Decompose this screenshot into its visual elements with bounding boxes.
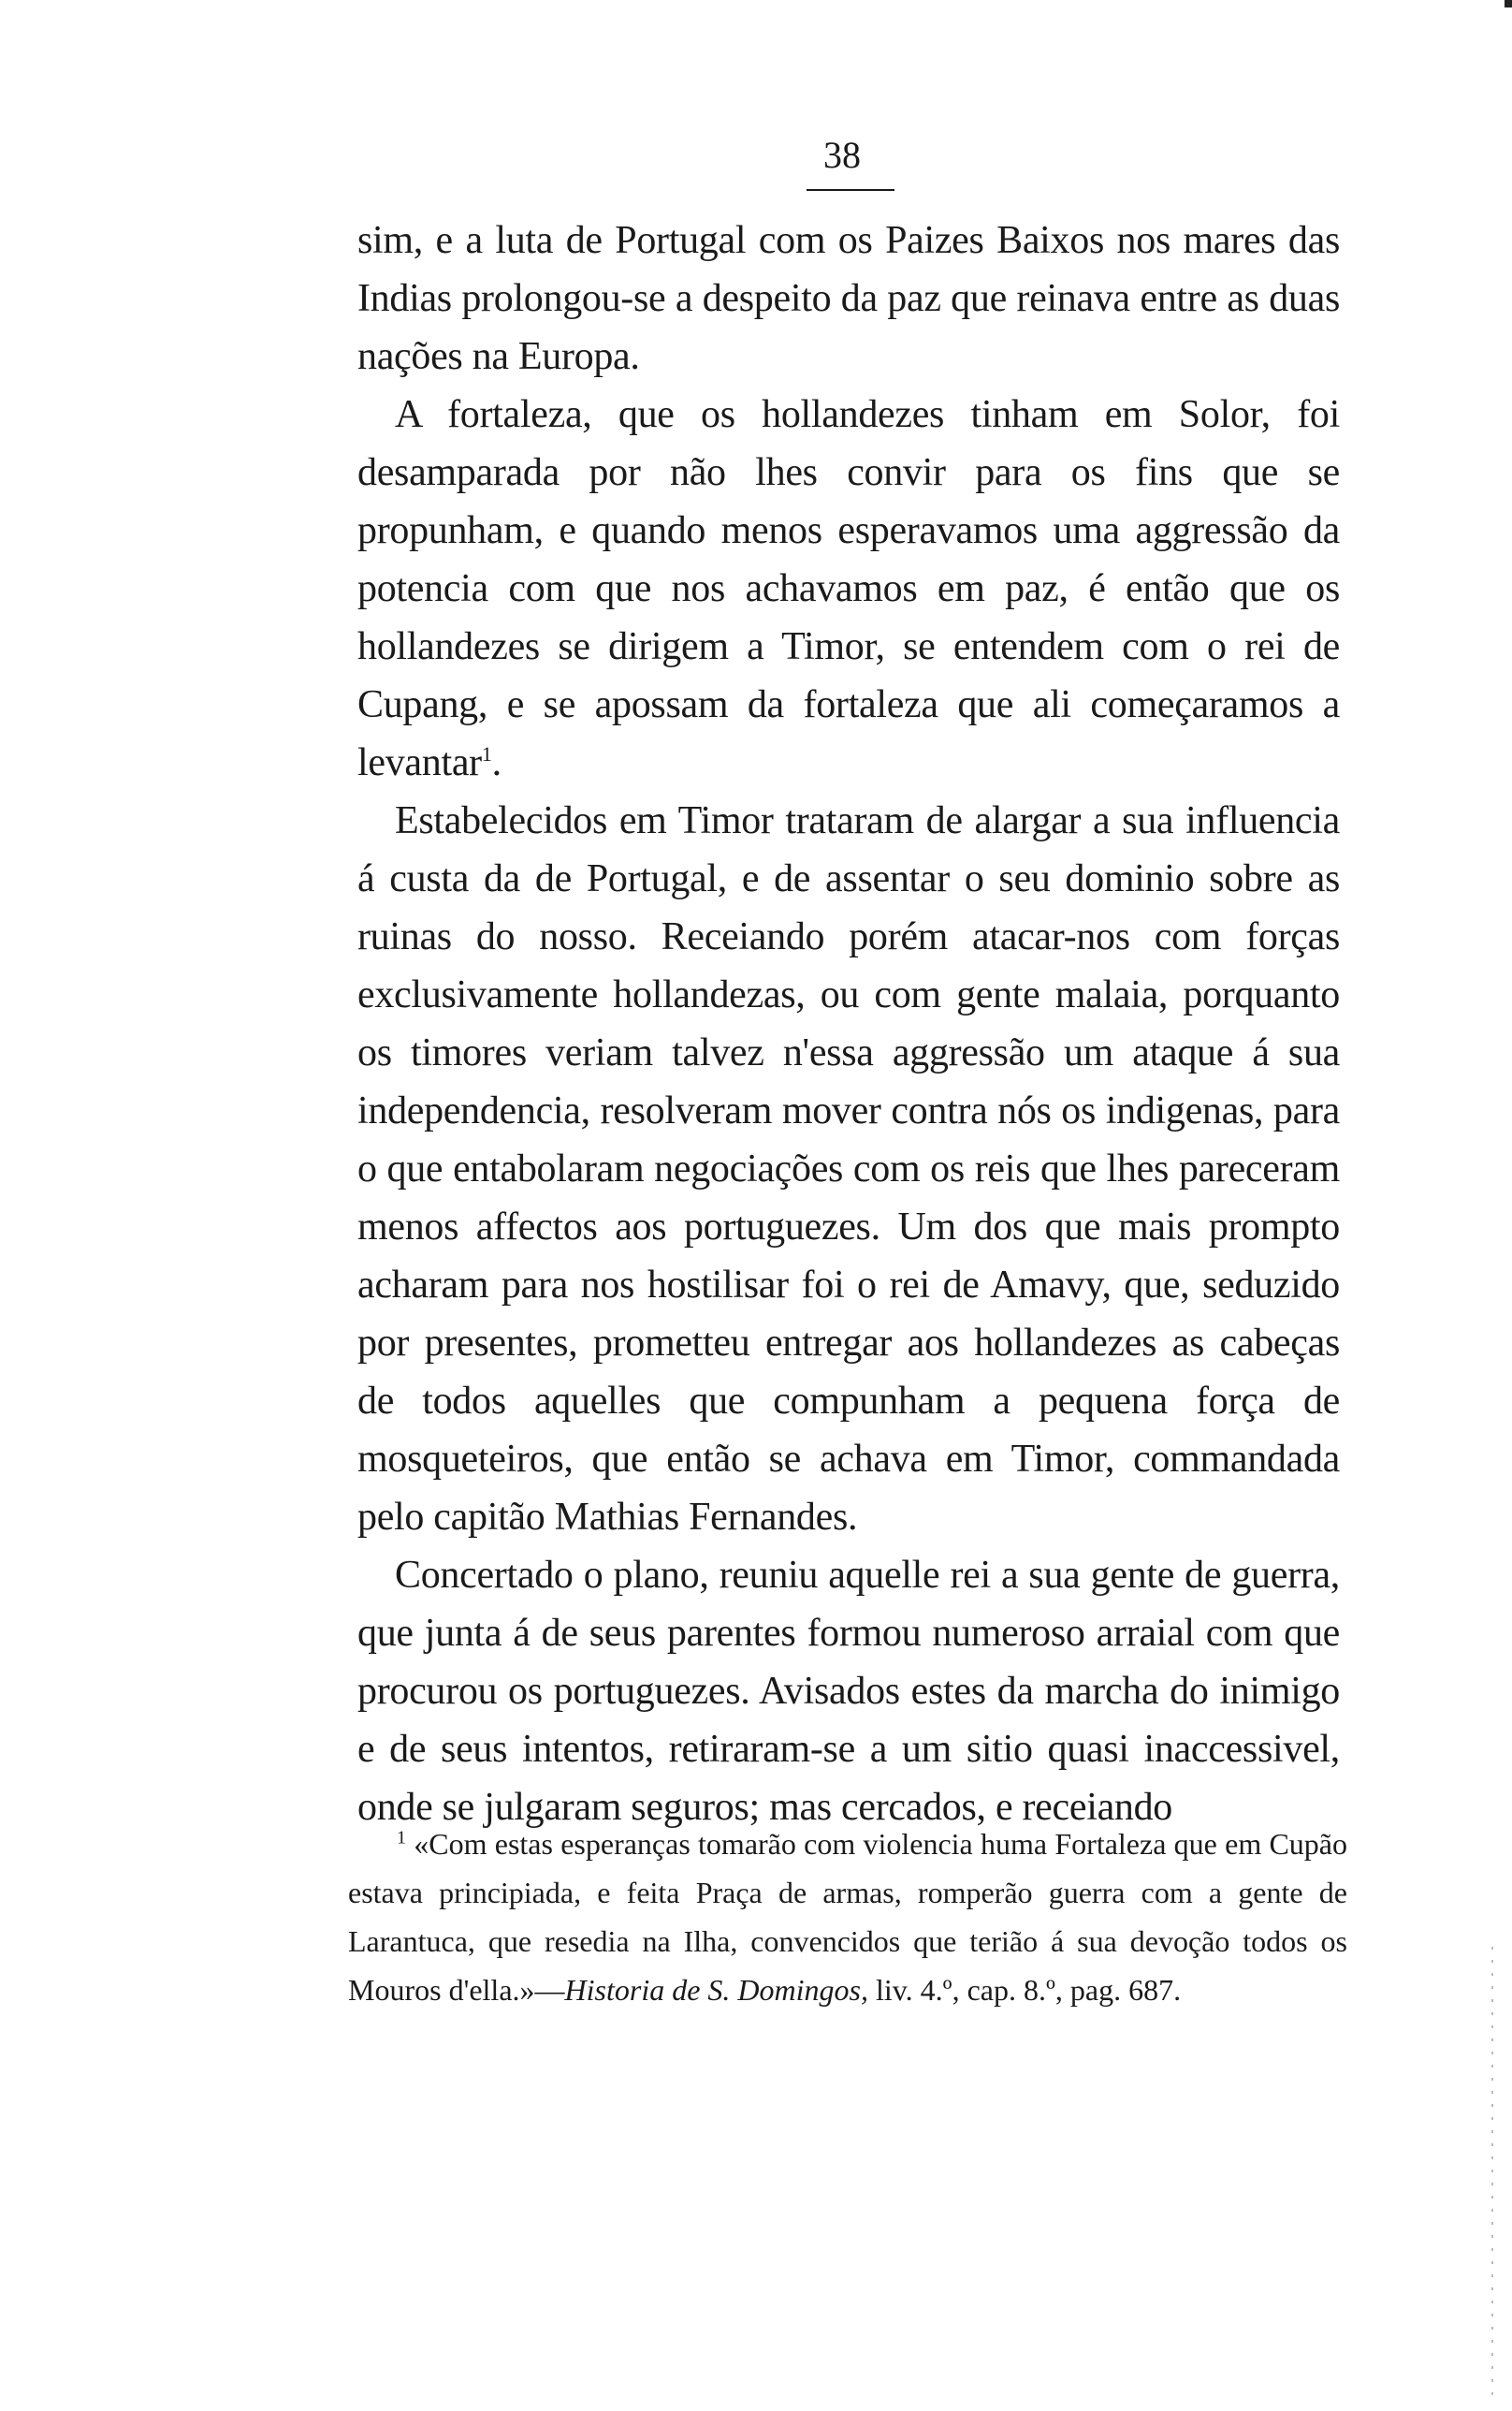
footnote-marker: 1 [397, 1827, 406, 1848]
footnote-source-title: Historia de S. Domingos, [564, 1973, 868, 2007]
footnote-1 [348, 1819, 1347, 2014]
paragraph-4: Concertado o plano, reuniu aquelle rei a sua gente de guerra, que junta á de seus parentes formou numeroso arraial com que procurou os portuguezes. Avisados estes da marcha do inimigo e de seus intentos, retiraram-se a um sitio quasi inaccessivel, onde se julgaram seguros; mas cercados, e receiando [357, 1554, 1340, 1829]
paragraph-1: sim, e a luta de Portugal com os Paizes Baixos nos mares das Indias prolongou-se a despeito da paz que reinava entre as duas nações na Europa. [357, 219, 1340, 378]
footnote-reference: 1 [481, 742, 492, 766]
footnotes [348, 1819, 1347, 2014]
scan-edge-dots [1491, 1947, 1493, 2396]
paragraph-3: Estabelecidos em Timor trataram de alargar a sua influencia á custa da de Portugal, e de assentar o seu dominio sobre as ruinas do nosso. Receiando porém atacar-nos com forças exclusivamente hollandezas, ou com gente malaia, porquanto os timores veriam talvez n'essa aggressão um ataque á sua independencia, resolveram mover contra nós os indigenas, para o que entabolaram negociações com os reis que lhes pareceram menos affectos aos portuguezes. Um dos que mais prompto acharam para nos hostilisar foi o rei de Amavy, que, seduzido por presentes, prometteu entregar aos hollandezes as cabeças de todos aquelles que compunham a pequena força de mosqueteiros, que então se achava em Timor, commandada pelo capitão Mathias Fernandes. [357, 799, 1340, 1539]
page-number-rule [807, 189, 894, 191]
page-number: 38 [823, 134, 861, 176]
paragraph-2 [357, 386, 1340, 792]
footnote-text: «Com estas esperanças tomarão com violencia huma Fortaleza que em Cupão estava principiada, e feita Praça de armas, romperão guerra com a gente de Larantuca, que resedia na Ilha, convencidos que terião á sua devoção todos os Mouros d'ella.»— [348, 1827, 1348, 2007]
footnote-source-ref: liv. 4.º, cap. 8.º, pag. 687. [867, 1973, 1182, 2007]
paragraph-2-text: A fortaleza, que os hollandezes tinham em Solor, foi desamparada por não lhes convir para os fins que se propunham, e quando menos esperavamos uma aggressão da potencia com que nos achavamos em paz, é então que os hollandezes se dirigem a Timor, se entendem com o rei de Cupang, e se apossam da fortaleza que ali começaramos a levantar [357, 393, 1340, 784]
scan-edge-mark [1505, 0, 1512, 7]
body-text [357, 212, 1340, 1836]
paragraph-2-end: . [491, 741, 502, 784]
